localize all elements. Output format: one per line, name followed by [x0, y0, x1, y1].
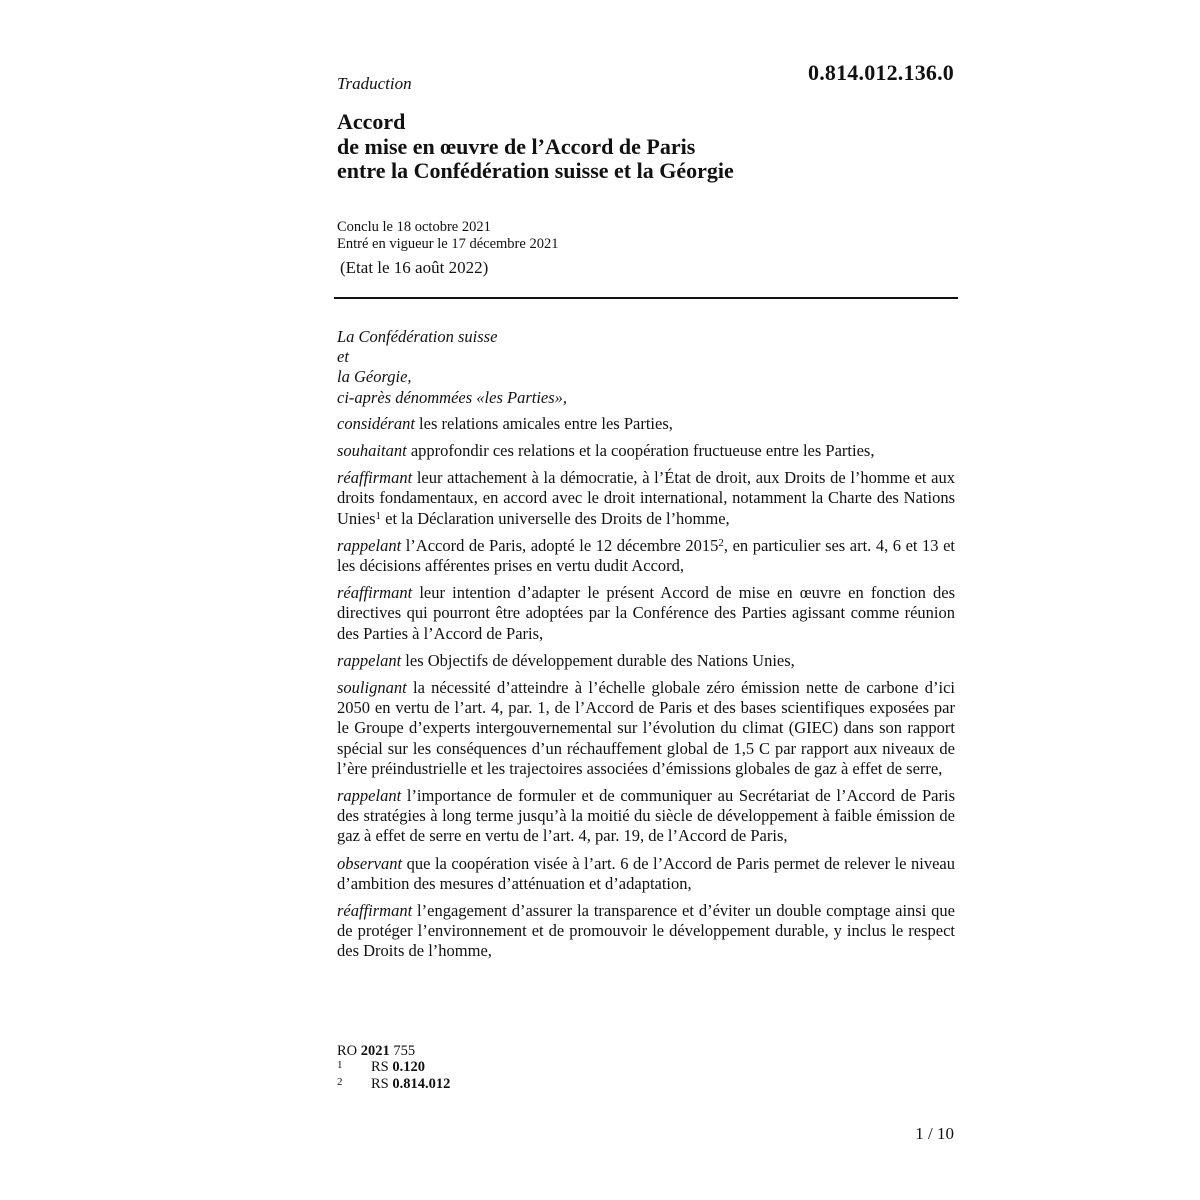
title-line-2: de mise en œuvre de l’Accord de Paris [337, 133, 696, 159]
paragraph-text: l’Accord de Paris, adopté le 12 décembre 2015 [401, 535, 719, 555]
preamble-paragraph [337, 536, 955, 576]
paragraph-text: que la coopération visée à l’art. 6 de l’Accord de Paris permet de relever le niveau d’ambition des mesures d’atténuation et d’adaptation, [337, 853, 955, 893]
ro-page: 755 [389, 1043, 416, 1059]
party-line: La Confédération suisse [337, 327, 498, 346]
paragraph-text: les Objectifs de développement durable des Nations Unies, [401, 650, 795, 670]
paragraph-text: , en particulier ses art. 4, 6 et 13 et les décisions afférentes prises en vertu dudit Accord, [337, 535, 955, 576]
paragraph-text: et la Déclaration universelle des Droits de l’homme, [381, 508, 730, 528]
title-line-3: entre la Confédération suisse et la Géorgie [337, 158, 734, 183]
rs-prefix: RS [371, 1076, 393, 1092]
paragraph-lead: réaffirmant [337, 468, 413, 488]
dates-block [337, 219, 558, 252]
document-page [337, 0, 957, 1200]
preamble-paragraph [337, 854, 955, 894]
ro-prefix: RO [337, 1043, 361, 1059]
paragraph-lead: soulignant [337, 678, 407, 698]
footnotes [337, 1043, 450, 1093]
preamble-paragraph [337, 901, 955, 962]
rs-prefix: RS [371, 1059, 393, 1075]
page-number: 1 / 10 [915, 1124, 954, 1143]
preamble-paragraph [337, 468, 955, 529]
paragraph-lead: réaffirmant [337, 583, 413, 603]
paragraph-text: leur intention d’adapter le présent Accord de mise en œuvre en fonction des directives qui pourront être adoptées par la Conférence des Parties agissant comme réunion des Parties à l’Accord de Paris, [337, 583, 955, 643]
paragraph-lead: observant [337, 853, 403, 873]
translation-label: Traduction [337, 74, 412, 93]
paragraph-lead: rappelant [337, 535, 402, 555]
paragraph-text: approfondir ces relations et la coopération fructueuse entre les Parties, [406, 441, 875, 461]
preamble-paragraph [337, 414, 955, 434]
paragraph-lead: réaffirmant [337, 901, 413, 921]
footnote-2 [337, 1076, 450, 1093]
paragraph-lead: rappelant [337, 650, 402, 670]
paragraph-text: les relations amicales entre les Parties, [414, 413, 673, 433]
paragraph-lead: rappelant [337, 786, 402, 806]
footnote-text [371, 1076, 450, 1092]
footnote-number: 2 [337, 1076, 343, 1088]
footnote-text [371, 1059, 425, 1075]
paragraph-text: la nécessité d’atteindre à l’échelle globale zéro émission nette de carbone d’ici 2050 en vertu de l’art. 4, par. 1, de l’Accord de Paris et des bases scientifiques exposées par le Groupe d’experts intergouvernemental sur l’évolution du climat (GIEC) dans son rapport spécial sur les conséquences d’un réchauffement global de 1,5 C par rapport aux niveaux de l’ère préindustrielle et les trajectoires associées d’émissions globales de gaz à effet de serre, [337, 678, 955, 778]
concluded-date: Conclu le 18 octobre 2021 [337, 219, 491, 235]
preamble-paragraph [337, 678, 955, 779]
paragraph-lead: souhaitant [337, 441, 407, 461]
sr-number: 0.814.012.136.0 [808, 60, 954, 85]
preamble-paragraph [337, 583, 955, 644]
preamble-paragraph [337, 651, 955, 671]
status-date: (Etat le 16 août 2022) [340, 258, 489, 277]
paragraph-text: l’engagement d’assurer la transparence et d’éviter un double comptage ainsi que de protéger l’environnement et de promouvoir le développement durable, y inclus le respect des Droits de l’homme, [337, 901, 955, 961]
party-line: ci-après dénommées «les Parties», [337, 387, 568, 407]
footnote-ref-1[interactable]: 1 [375, 509, 381, 522]
preamble [337, 327, 955, 969]
party-line: et [337, 347, 349, 367]
preamble-paragraph [337, 441, 955, 461]
paragraph-text: l’importance de formuler et de communiquer au Secrétariat de l’Accord de Paris des stratégies à long terme jusqu’à la moitié du siècle de développement à faible émission de gaz à effet de serre en vertu de l’art. 4, par. 19, de l’Accord de Paris, [337, 786, 955, 846]
header-divider [334, 297, 958, 299]
paragraph-text: leur attachement à la démocratie, à l’État de droit, aux Droits de l’homme et aux droits fondamentaux, en accord avec le droit international, notamment la Charte des Nations Unies [337, 468, 955, 528]
document-title [337, 110, 734, 184]
in-force-date: Entré en vigueur le 17 décembre 2021 [337, 235, 559, 252]
preamble-paragraph [337, 786, 955, 847]
title-line-1: Accord [337, 109, 406, 134]
ro-year: 2021 [360, 1043, 390, 1059]
paragraph-lead: considérant [337, 413, 415, 433]
party-line: la Géorgie, [337, 367, 412, 387]
footnote-number: 1 [337, 1059, 343, 1071]
footnote-ref-2[interactable]: 2 [718, 536, 724, 549]
parties-block [337, 327, 955, 408]
rs-reference[interactable]: 0.120 [392, 1059, 425, 1075]
rs-reference[interactable]: 0.814.012 [392, 1076, 451, 1092]
